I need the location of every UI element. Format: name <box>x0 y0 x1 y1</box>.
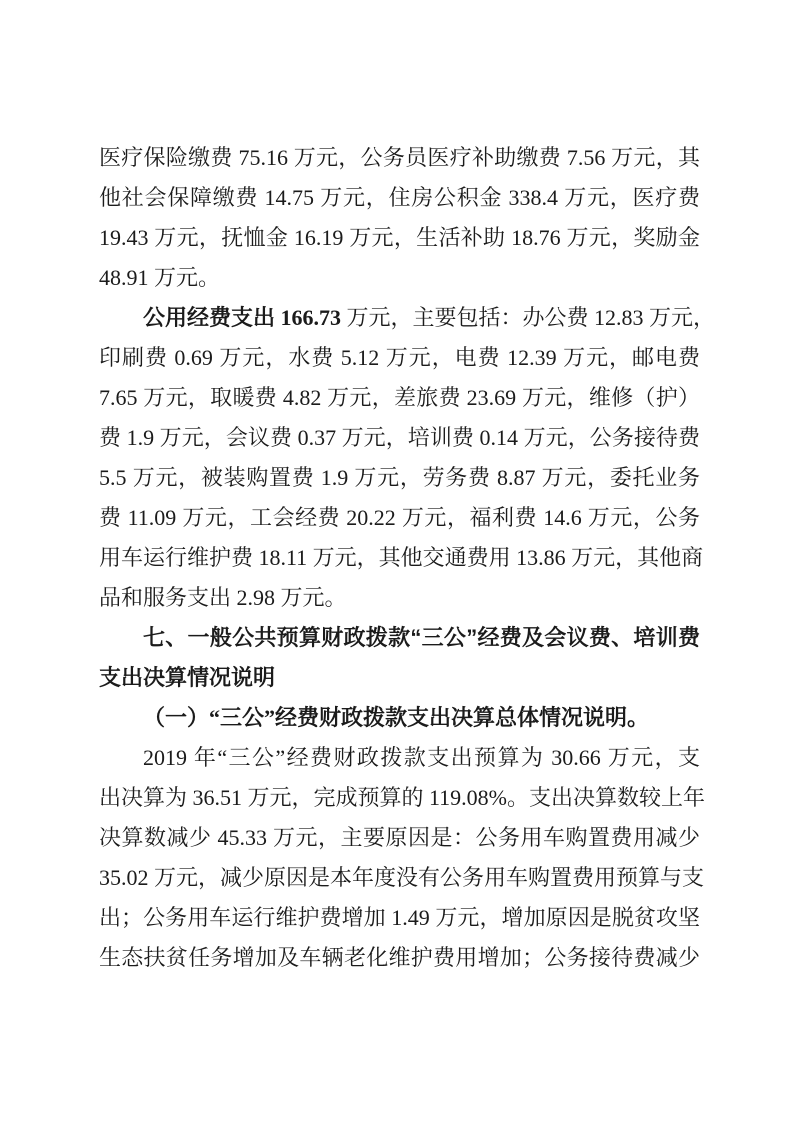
text-line: 出决算为 36.51 万元，完成预算的 119.08%。支出决算数较上年 <box>99 785 706 810</box>
text-line: 印刷费 0.69 万元，水费 5.12 万元，电费 12.39 万元，邮电费 <box>99 345 700 370</box>
text-line: 用车运行维护费 18.11 万元，其他交通费用 13.86 万元，其他商 <box>99 545 704 570</box>
text-line <box>99 298 716 338</box>
text-line: 19.43 万元，抚恤金 16.19 万元，生活补助 18.76 万元，奖励金 <box>99 225 700 250</box>
text-line: 出；公务用车运行维护费增加 1.49 万元，增加原因是脱贫攻坚 <box>99 905 700 930</box>
text-line: 决算数减少 45.33 万元，主要原因是：公务用车购置费用减少 <box>99 825 700 850</box>
text-line: 48.91 万元。 <box>99 265 221 290</box>
bold-run: 公用经费支出 166.73 <box>143 305 342 330</box>
text-line: 35.02 万元，减少原因是本年度没有公务用车购置费用预算与支 <box>99 865 705 890</box>
text-line: 他社会保障缴费 14.75 万元，住房公积金 338.4 万元，医疗费 <box>99 185 700 210</box>
text-line: 费 11.09 万元，工会经费 20.22 万元，福利费 14.6 万元，公务 <box>99 505 700 530</box>
text-line: 费 1.9 万元，会议费 0.37 万元，培训费 0.14 万元，公务接待费 <box>99 425 700 450</box>
section-heading-line: 支出决算情况说明 <box>99 665 276 690</box>
document-body <box>99 138 716 978</box>
text-line: 生态扶贫任务增加及车辆老化维护费用增加；公务接待费减少 <box>99 945 700 970</box>
section-heading-line: 七、一般公共预算财政拨款“三公”经费及会议费、培训费 <box>143 625 700 650</box>
text-line: 7.65 万元，取暖费 4.82 万元，差旅费 23.69 万元，维修（护） <box>99 385 700 410</box>
text-line: 品和服务支出 2.98 万元。 <box>99 585 347 610</box>
subsection-heading: （一）“三公”经费财政拨款支出决算总体情况说明。 <box>143 705 650 730</box>
regular-run: 万元，主要包括：办公费 12.83 万元， <box>341 305 716 330</box>
text-line: 2019 年“三公”经费财政拨款支出预算为 30.66 万元，支 <box>143 745 700 770</box>
text-line: 医疗保险缴费 75.16 万元，公务员医疗补助缴费 7.56 万元，其 <box>99 145 700 170</box>
text-line: 5.5 万元，被装购置费 1.9 万元，劳务费 8.87 万元，委托业务 <box>99 465 700 490</box>
